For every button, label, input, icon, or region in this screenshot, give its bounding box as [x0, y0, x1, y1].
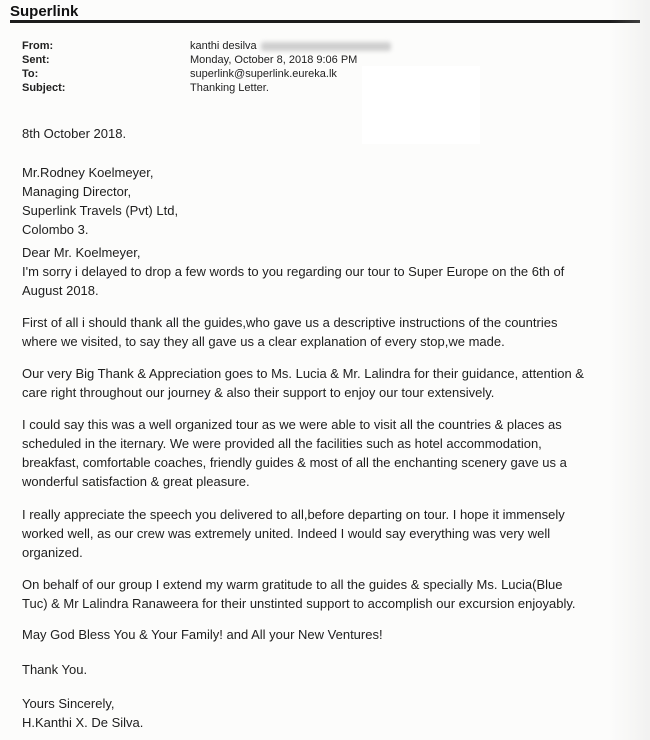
subject-value: Thanking Letter. [190, 82, 269, 94]
brand-title: Superlink [10, 3, 79, 20]
header-rule [10, 20, 640, 23]
letter-signoff: Yours Sincerely, H.Kanthi X. De Silva. [22, 696, 144, 730]
sent-label: Sent: [22, 54, 50, 66]
letter-thanks: Thank You. [22, 662, 88, 677]
letter-paragraph: On behalf of our group I extend my warm gratitude to all the guides & specially Ms. Lucia(Blue Tuc) & Mr Lalindra Ranaweera for their unstinted support to accomplish our excursion enjoyably. [22, 577, 576, 611]
letter-date: 8th October 2018. [22, 126, 127, 141]
from-label: From: [22, 40, 54, 52]
subject-label: Subject: [22, 82, 66, 94]
from-value [190, 40, 391, 52]
letter-closing-wish: May God Bless You & Your Family! and All your New Ventures! [22, 627, 383, 642]
to-value: superlink@superlink.eureka.lk [190, 68, 337, 80]
letter-recipient: Mr.Rodney Koelmeyer, Managing Director, Superlink Travels (Pvt) Ltd, Colombo 3. [22, 165, 179, 237]
scan-shadow [610, 0, 650, 740]
letter-paragraph: First of all i should thank all the guides,who gave us a descriptive instructions of the countries where we visited, to say they all gave us a clear explanation of every stop,we made. [22, 315, 558, 349]
to-label: To: [22, 68, 39, 80]
letter-salutation: Dear Mr. Koelmeyer, I'm sorry i delayed to drop a few words to you regarding our tour to Super Europe on the 6th of August 2018. [22, 245, 565, 298]
letter-paragraph: Our very Big Thank & Appreciation goes to Ms. Lucia & Mr. Lalindra for their guidance, attention & care right throughout our journey & also their support to enjoy our tour extensively. [22, 366, 584, 400]
from-name: kanthi desilva [190, 40, 257, 52]
sent-value: Monday, October 8, 2018 9:06 PM [190, 54, 358, 66]
letter-paragraph: I could say this was a well organized tour as we were able to visit all the countries & places as scheduled in the iternary. We were provided all the facilities such as hotel accommodation, breakfast, comfortable coaches, friendly guides & most of all the enchanting scenery gave us a wonderful satisfaction & great pleasure. [22, 417, 567, 489]
letter-paragraph: I really appreciate the speech you delivered to all,before departing on tour. I hope it immensely worked well, as our crew was extremely united. Indeed I would say everything was very well organized. [22, 507, 565, 560]
blurred-email [261, 42, 391, 51]
